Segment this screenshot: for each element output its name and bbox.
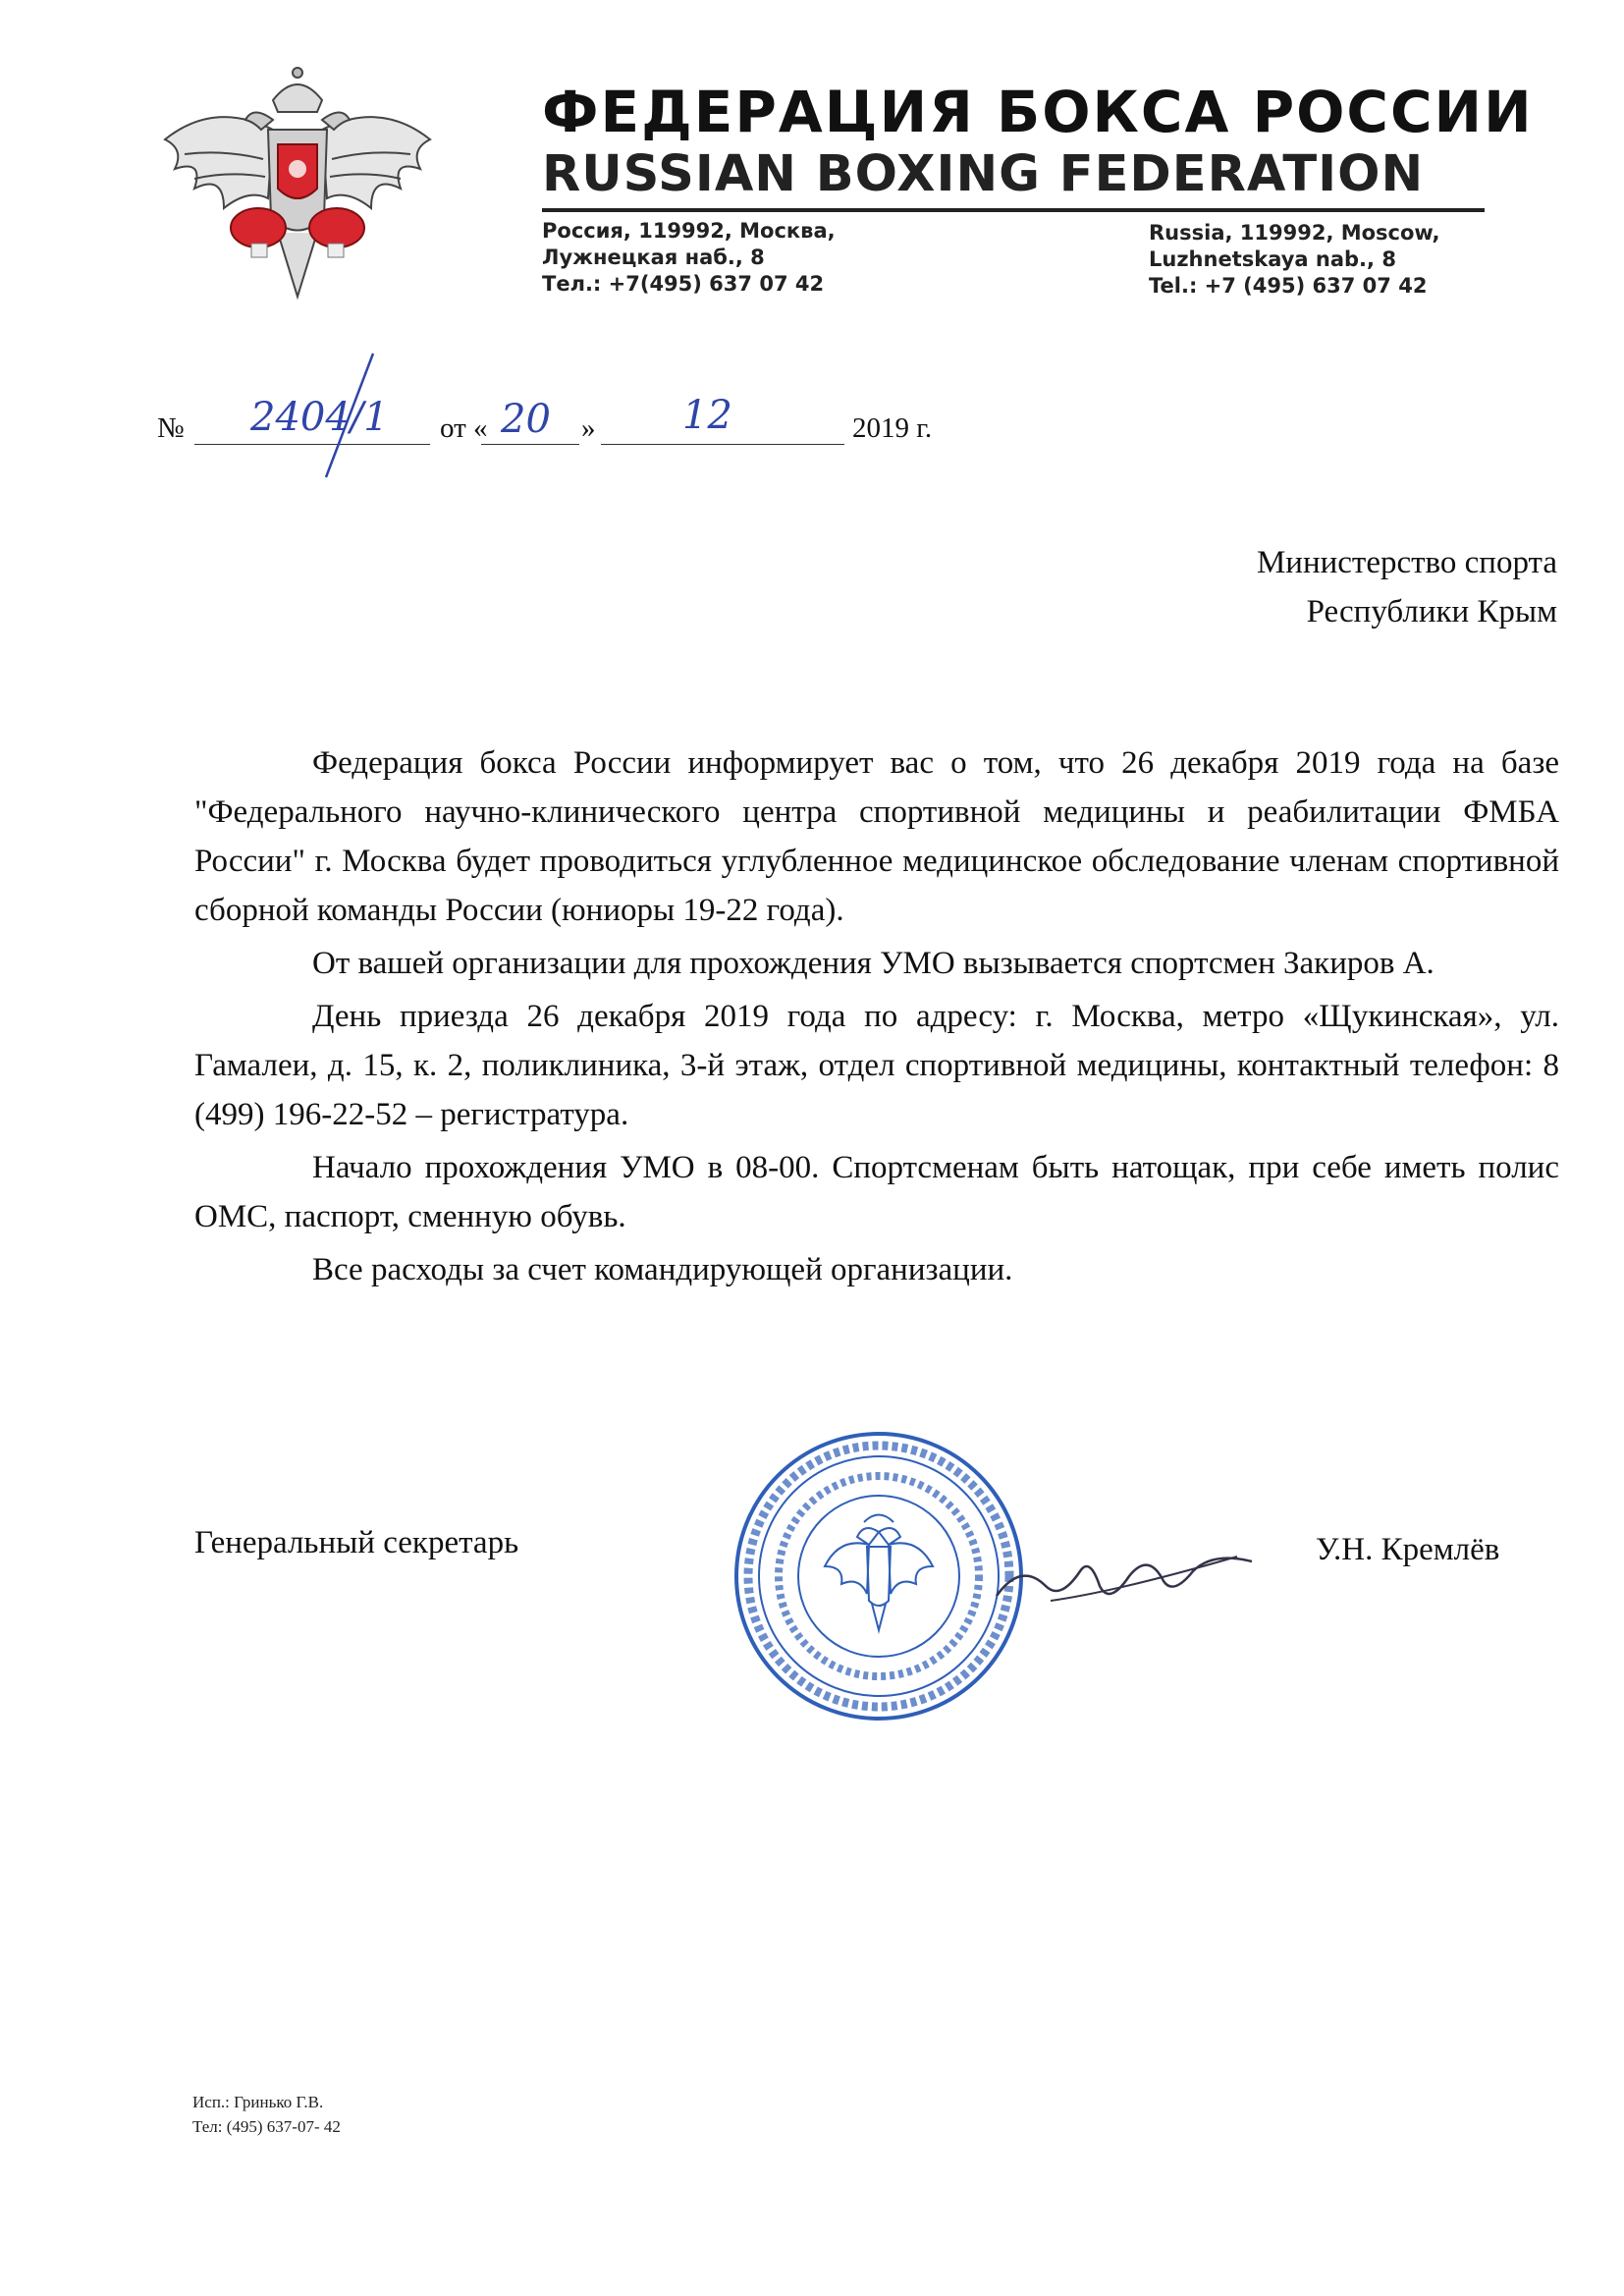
body-paragraph-2: От вашей организации для прохождения УМО вызывается спортсмен Закиров А. [312, 946, 1435, 981]
handwritten-day: 20 [501, 397, 551, 442]
executor-footer [192, 2090, 341, 2139]
address-ru-line3: Тел.: +7(495) 637 07 42 [542, 272, 825, 296]
org-name-en: RUSSIAN BOXING FEDERATION [542, 145, 1425, 203]
handwritten-month: 12 [682, 393, 732, 438]
address-en-line1: Russia, 119992, Moscow, [1149, 221, 1440, 245]
signatory-title: Генеральный секретарь [194, 1525, 519, 1560]
executor-phone: Тел: (495) 637-07- 42 [192, 2117, 341, 2136]
address-ru-line2: Лужнецкая наб., 8 [542, 246, 765, 269]
close-quote: » [581, 412, 596, 444]
address-en [1149, 220, 1439, 300]
day-underline [481, 444, 579, 445]
addressee-line2: Республики Крым [1306, 594, 1557, 629]
year-label: 2019 г. [852, 412, 933, 444]
month-underline [601, 444, 844, 445]
addressee-block [1257, 538, 1557, 636]
letter-body [194, 738, 1559, 1298]
handwritten-slash-stroke-icon [314, 352, 383, 479]
from-label: от « [440, 412, 488, 444]
body-paragraph-3: День приезда 26 декабря 2019 года по адресу: г. Москва, метро «Щукинская», ул. Гамалеи, д. 15, к. 2, поликлиника, 3-й этаж, отдел спортивной медицины, контактный телефон: 8 (499) 196-22-52 – регистратура. [194, 999, 1559, 1132]
handwritten-signature-icon [992, 1542, 1257, 1620]
body-paragraph-4: Начало прохождения УМО в 08-00. Спортсменам быть натощак, при себе иметь полис ОМС, паспорт, сменную обувь. [194, 1150, 1559, 1234]
executor-name: Исп.: Гринько Г.В. [192, 2093, 324, 2111]
body-paragraph-5: Все расходы за счет командирующей организации. [312, 1252, 1013, 1287]
double-headed-eagle-emblem-icon [155, 61, 440, 306]
body-paragraph-1: Федерация бокса России информирует вас о том, что 26 декабря 2019 года на базе "Федерального научно-клинического центра спортивной медицины и реабилитации ФМБА России" г. Москва будет проводиться углубленное медицинское обследование членам спортивной сборной команды России (юниоры 19-22 года). [194, 745, 1559, 928]
number-underline [194, 444, 430, 445]
signatory-name: У.Н. Кремлёв [1316, 1532, 1500, 1567]
handwritten-number: 2404/1 [250, 395, 389, 440]
org-name-ru: ФЕДЕРАЦИЯ БОКСА РОССИИ [542, 79, 1534, 145]
registration-line [157, 393, 962, 448]
addressee-line1: Министерство спорта [1256, 545, 1557, 580]
number-label: № [157, 412, 185, 444]
address-en-line3: Tel.: +7 (495) 637 07 42 [1149, 274, 1428, 298]
address-en-line2: Luzhnetskaya nab., 8 [1149, 247, 1396, 271]
header-divider [542, 208, 1485, 212]
address-ru [542, 218, 836, 298]
official-round-stamp-icon [731, 1429, 1026, 1723]
address-ru-line1: Россия, 119992, Москва, [542, 219, 836, 243]
